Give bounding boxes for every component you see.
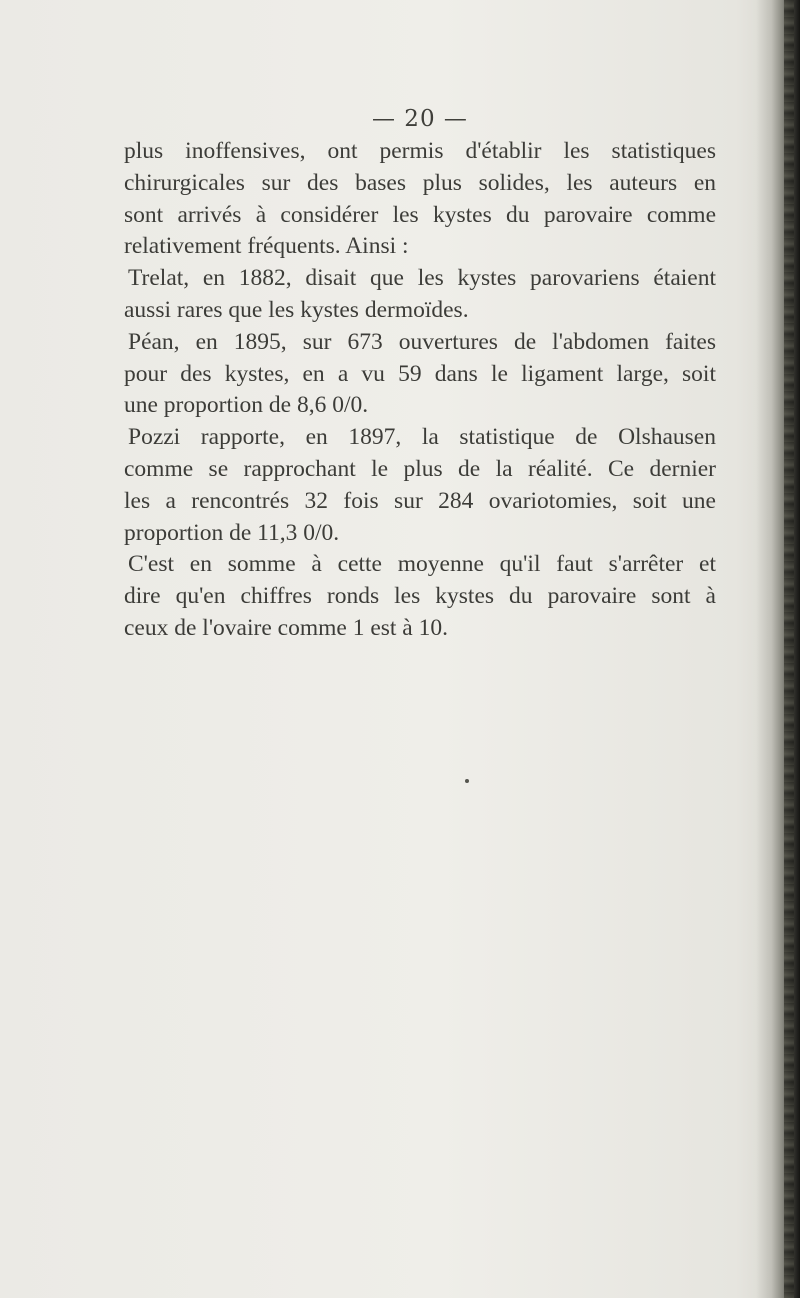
text-line: relativement fréquents. Ainsi : [124, 233, 409, 260]
text-line: sont arrivés à considérer les kystes du parovaire comme [124, 201, 716, 228]
text-line: Trelat, en 1882, disait que les kystes parovariens étaient [128, 265, 716, 292]
text-line: proportion de 11,3 0/0. [124, 519, 340, 546]
text-line: chirurgicales sur des bases plus solides, les auteurs en [124, 169, 716, 196]
ink-speck [465, 779, 469, 783]
text-line: les a rencontrés 32 fois sur 284 ovariotomies, soit une [124, 487, 716, 514]
text-line: comme se rapprochant le plus de la réalité. Ce dernier [124, 455, 716, 482]
book-binding-edge [784, 0, 794, 1298]
text-line: aussi rares que les kystes dermoïdes. [124, 296, 469, 323]
body-text [124, 136, 716, 645]
page-number: — 20 — [372, 106, 468, 132]
text-line: plus inoffensives, ont permis d'établir les statistiques [124, 138, 716, 164]
text-line: Péan, en 1895, sur 673 ouvertures de l'abdomen faites [128, 328, 716, 355]
text-line: dire qu'en chiffres ronds les kystes du parovaire sont à [124, 583, 716, 610]
text-line: C'est en somme à cette moyenne qu'il faut s'arrêter et [128, 551, 716, 578]
text-line: une proportion de 8,6 0/0. [124, 392, 369, 419]
text-line: ceux de l'ovaire comme 1 est à 10. [124, 614, 448, 641]
text-line: Pozzi rapporte, en 1897, la statistique de Olshausen [128, 424, 716, 451]
text-line: pour des kystes, en a vu 59 dans le ligament large, soit [124, 360, 716, 387]
